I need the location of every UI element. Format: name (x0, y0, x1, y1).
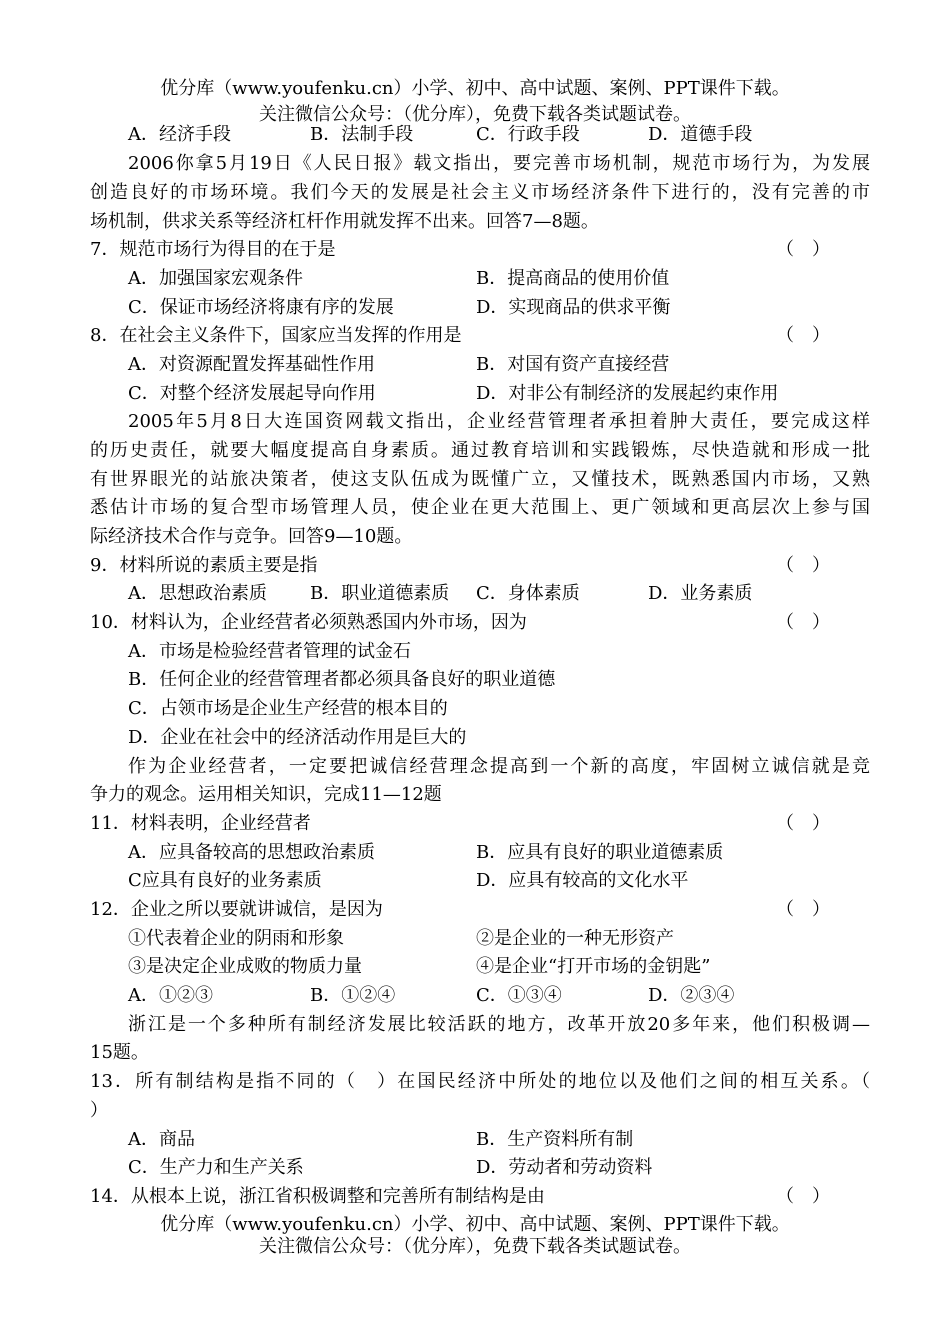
q12-statement-4: ④是企业“打开市场的金钥匙” (476, 956, 711, 977)
q6-option-c: C．行政手段 (476, 124, 580, 145)
q13-option-b: B．生产资料所有制 (476, 1129, 634, 1150)
q9-stem (90, 552, 870, 580)
q9-option-a: A．思想政治素质 (128, 583, 267, 604)
q8-option-a: A．对资源配置发挥基础性作用 (128, 354, 375, 375)
q11-stem (90, 810, 870, 838)
q7-option-b: B．提高商品的使用价值 (476, 268, 670, 289)
q12-statement-2: ②是企业的一种无形资产 (476, 928, 674, 949)
passage2-line-1: 2005年5月8日大连国资网载文指出，企业经营管理者承担着肿大责任，要完成这样 (128, 411, 870, 432)
q13-option-c: C．生产力和生产关系 (128, 1157, 304, 1178)
q14-stem (90, 1183, 870, 1211)
q13-stem-cont: ） (90, 1100, 108, 1121)
q10-option-b: B．任何企业的经营管理者都必须具备良好的职业道德 (128, 669, 556, 690)
q6-option-b: B．法制手段 (310, 124, 414, 145)
passage1-line-1: 2006你拿5月19日《人民日报》载文指出，要完善市场机制，规范市场行为，为发展 (128, 153, 870, 174)
q6-option-a: A．经济手段 (128, 124, 231, 145)
q7-stem-text: 7．规范市场行为得目的在于是 (90, 239, 336, 260)
q12-option-a: A．①②③ (128, 985, 213, 1006)
q12-option-b: B．①②④ (310, 985, 396, 1006)
q8-stem (90, 322, 870, 350)
q12-stem (90, 896, 870, 924)
q10-stem (90, 609, 870, 637)
q11-option-b: B．应具有良好的职业道德素质 (476, 842, 724, 863)
q11-answer-bracket: （ ） (776, 813, 830, 834)
q11-stem-text: 11．材料表明，企业经营者 (90, 813, 311, 834)
q12-stem-text: 12．企业之所以要就讲诚信，是因为 (90, 899, 383, 920)
passage4-line-1: 浙江是一个多种所有制经济发展比较活跃的地方，改革开放20多年来，他们积极调— (128, 1014, 870, 1035)
passage2-line-4: 悉估计市场的复合型市场管理人员，使企业在更大范围上、更广领域和更高层次上参与国 (90, 497, 870, 518)
q12-option-c: C．①③④ (476, 985, 562, 1006)
q8-answer-bracket: （ ） (776, 325, 830, 346)
q10-answer-bracket: （ ） (776, 612, 830, 633)
passage3-line-1: 作为企业经营者，一定要把诚信经营理念提高到一个新的高度，牢固树立诚信就是竞 (128, 756, 870, 777)
q7-option-c: C．保证市场经济将康有序的发展 (128, 297, 394, 318)
q13-stem: 13．所有制结构是指不同的（ ）在国民经济中所处的地位以及他们之间的相互关系。（ (90, 1071, 870, 1092)
passage4-line-2: 15题。 (90, 1042, 149, 1063)
q10-option-c: C．占领市场是企业生产经营的根本目的 (128, 698, 448, 719)
q12-statement-3: ③是决定企业成败的物质力量 (128, 956, 362, 977)
passage2-line-3: 有世界眼光的站旅决策者，使这支队伍成为既懂广立，又懂技术，既熟悉国内市场，又熟 (90, 469, 870, 490)
footer-line-1: 优分库（www.youfenku.cn）小学、初中、高中试题、案例、PPT课件下载。 (160, 1214, 790, 1235)
passage2-line-5: 际经济技术合作与竞争。回答9—10题。 (90, 526, 413, 547)
q9-option-c: C．身体素质 (476, 583, 580, 604)
q9-option-b: B．职业道德素质 (310, 583, 450, 604)
q10-option-a: A．市场是检验经营者管理的试金石 (128, 641, 411, 662)
q8-option-b: B．对国有资产直接经营 (476, 354, 670, 375)
passage3-line-2: 争力的观念。运用相关知识，完成11—12题 (90, 784, 442, 805)
q11-option-a: A．应具备较高的思想政治素质 (128, 842, 375, 863)
header-line-1: 优分库（www.youfenku.cn）小学、初中、高中试题、案例、PPT课件下载。 (160, 78, 790, 99)
q9-answer-bracket: （ ） (776, 555, 830, 576)
q7-option-d: D．实现商品的供求平衡 (476, 297, 671, 318)
passage1-line-2: 创造良好的市场环境。我们今天的发展是社会主义市场经济条件下进行的，没有完善的市 (90, 182, 870, 203)
passage2-line-2: 的历史责任，就要大幅度提高自身素质。通过教育培训和实践锻炼，尽快造就和形成一批 (90, 440, 870, 461)
q7-answer-bracket: （ ） (776, 239, 830, 260)
q11-option-c: C应具有良好的业务素质 (128, 870, 322, 891)
q11-option-d: D．应具有较高的文化水平 (476, 870, 689, 891)
q12-answer-bracket: （ ） (776, 899, 830, 920)
q6-option-d: D．道德手段 (648, 124, 753, 145)
q8-option-d: D．对非公有制经济的发展起约束作用 (476, 383, 779, 404)
q7-stem (90, 236, 870, 264)
q9-stem-text: 9．材料所说的素质主要是指 (90, 555, 318, 576)
passage1-line-3: 场机制，供求关系等经济杠杆作用就发挥不出来。回答7—8题。 (90, 211, 599, 232)
q10-option-d: D．企业在社会中的经济活动作用是巨大的 (128, 727, 467, 748)
q13-option-d: D．劳动者和劳动资料 (476, 1157, 653, 1178)
q12-statement-1: ①代表着企业的阴雨和形象 (128, 928, 344, 949)
q8-stem-text: 8．在社会主义条件下，国家应当发挥的作用是 (90, 325, 462, 346)
footer-line-2: 关注微信公众号：（优分库），免费下载各类试题试卷。 (259, 1236, 691, 1257)
q9-option-d: D．业务素质 (648, 583, 753, 604)
q8-option-c: C．对整个经济发展起导向作用 (128, 383, 376, 404)
q12-option-d: D．②③④ (648, 985, 735, 1006)
q14-answer-bracket: （ ） (776, 1186, 830, 1207)
header-line-2: 关注微信公众号：（优分库），免费下载各类试题试卷。 (259, 104, 691, 125)
q7-option-a: A．加强国家宏观条件 (128, 268, 303, 289)
q13-option-a: A．商品 (128, 1129, 195, 1150)
q14-stem-text: 14．从根本上说，浙江省积极调整和完善所有制结构是由 (90, 1186, 545, 1207)
q10-stem-text: 10．材料认为，企业经营者必须熟悉国内外市场，因为 (90, 612, 527, 633)
